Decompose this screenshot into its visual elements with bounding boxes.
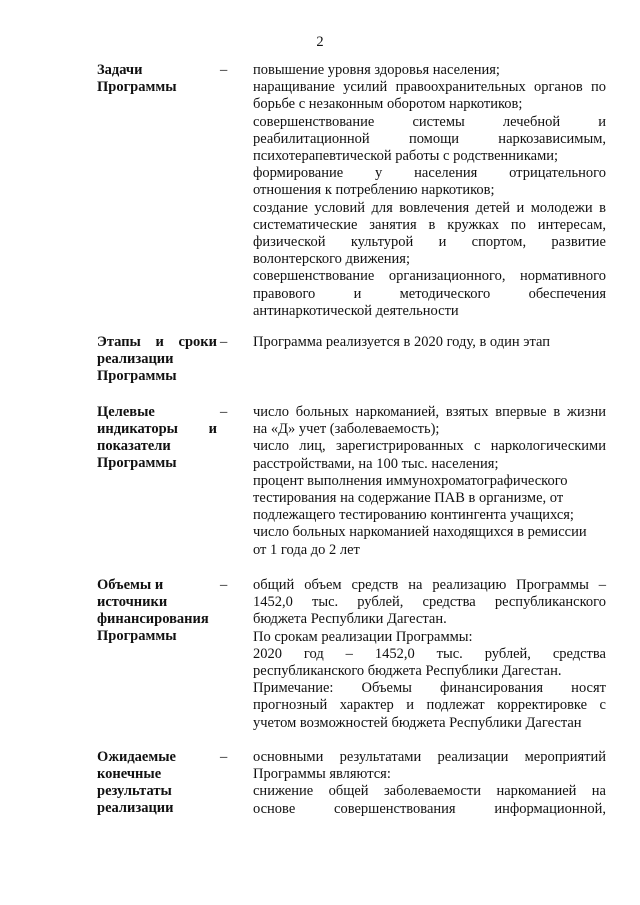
label-word: Этапы <box>97 334 141 350</box>
page-number: 2 <box>316 34 324 50</box>
section-label-line: конечные <box>97 766 162 782</box>
content-line: Примечание: Объемы финансирования носят <box>253 680 606 697</box>
content-line: число лиц, зарегистрированных с наркологическими <box>253 438 606 455</box>
content-line: Программы являются: <box>253 766 391 783</box>
section-label-line: Целевые <box>97 404 155 420</box>
content-line: По срокам реализации Программы: <box>253 628 473 645</box>
content-line: психотерапевтической работы с родственниками; <box>253 148 559 165</box>
section-label-line: источники <box>97 594 168 610</box>
section-dash: – <box>220 62 228 78</box>
section-label-line: Программы <box>97 79 177 95</box>
section-label-line: финансирования <box>97 611 209 627</box>
content-line: борьбе с незаконным оборотом наркотиков; <box>253 96 523 113</box>
content-line: число больных наркоманией находящихся в ремиссии <box>253 524 587 541</box>
content-line: прогнозный характер и подлежат корректировке с <box>253 697 606 714</box>
section-label <box>97 577 217 645</box>
section-content <box>253 749 606 818</box>
section-content <box>253 404 606 559</box>
section-label-line <box>97 421 217 438</box>
section-label-line <box>97 334 217 351</box>
section-content <box>253 577 606 732</box>
content-line: учетом возможностей бюджета Республики Дагестан <box>253 714 582 731</box>
section-label-line: результаты <box>97 783 172 799</box>
section-content <box>253 334 606 351</box>
content-line: снижение общей заболеваемости наркоманией на <box>253 783 606 800</box>
label-word: и <box>155 334 164 350</box>
content-line: Программа реализуется в 2020 году, в один этап <box>253 334 551 350</box>
section-label-line: Объемы и <box>97 577 164 593</box>
section-dash: – <box>220 577 228 593</box>
content-line: реабилитационной помощи наркозависимым, <box>253 130 606 147</box>
section-content <box>253 62 606 320</box>
label-word: сроки <box>178 334 217 350</box>
content-line: подлежащего тестированию контингента учащихся; <box>253 507 574 524</box>
content-line: бюджета Республики Дагестан. <box>253 611 447 628</box>
content-line: волонтерского движения; <box>253 251 410 268</box>
content-line: совершенствование организационного, нормативного <box>253 268 606 285</box>
label-word: и <box>208 421 217 437</box>
content-line: от 1 года до 2 лет <box>253 541 360 558</box>
content-line: создание условий для вовлечения детей и молодежи в <box>253 199 606 216</box>
section-label-line: показатели <box>97 438 171 454</box>
content-line: совершенствование системы лечебной и <box>253 113 606 130</box>
section-label <box>97 334 217 385</box>
section-label-line: Программы <box>97 368 177 384</box>
content-line: наращивание усилий правоохранительных органов по <box>253 79 606 96</box>
section-label-line: реализации <box>97 351 174 367</box>
section-label-line: Задачи <box>97 62 143 78</box>
content-line: физической культурой и спортом, развитие <box>253 234 606 251</box>
section-dash: – <box>220 404 228 420</box>
section-label-line: реализации <box>97 800 174 816</box>
content-line: формирование у населения отрицательного <box>253 165 606 182</box>
content-line: 1452,0 тыс. рублей, средства республиканского <box>253 594 606 611</box>
content-line: тестирования на содержание ПАВ в организме, от <box>253 490 564 507</box>
content-line: повышение уровня здоровья населения; <box>253 62 500 78</box>
section-dash: – <box>220 749 228 765</box>
section-label <box>97 62 217 96</box>
section-label-line: Ожидаемые <box>97 749 176 765</box>
content-line: основе совершенствования информационной, <box>253 800 606 817</box>
content-line: общий объем средств на реализацию Программы – <box>253 577 606 593</box>
section-label-line: Программы <box>97 455 177 471</box>
content-line: расстройствами, на 100 тыс. населения; <box>253 455 499 472</box>
section-dash: – <box>220 334 228 350</box>
content-line: республиканского бюджета Республики Дагестан. <box>253 663 562 680</box>
content-line: процент выполнения иммунохроматографического <box>253 472 568 489</box>
content-line: число больных наркоманией, взятых впервые в жизни <box>253 404 606 420</box>
content-line: на «Д» учет (заболеваемость); <box>253 421 440 438</box>
section-label <box>97 404 217 472</box>
content-line: правового и методического обеспечения <box>253 285 606 302</box>
section-label-line: Программы <box>97 628 177 644</box>
content-line: антинаркотической деятельности <box>253 302 459 319</box>
content-line: основными результатами реализации мероприятий <box>253 749 606 765</box>
content-line: 2020 год – 1452,0 тыс. рублей, средства <box>253 645 606 662</box>
content-line: отношения к потреблению наркотиков; <box>253 182 495 199</box>
label-word: индикаторы <box>97 421 178 437</box>
section-label <box>97 749 217 817</box>
content-line: систематические занятия в кружках по интересам, <box>253 216 606 233</box>
